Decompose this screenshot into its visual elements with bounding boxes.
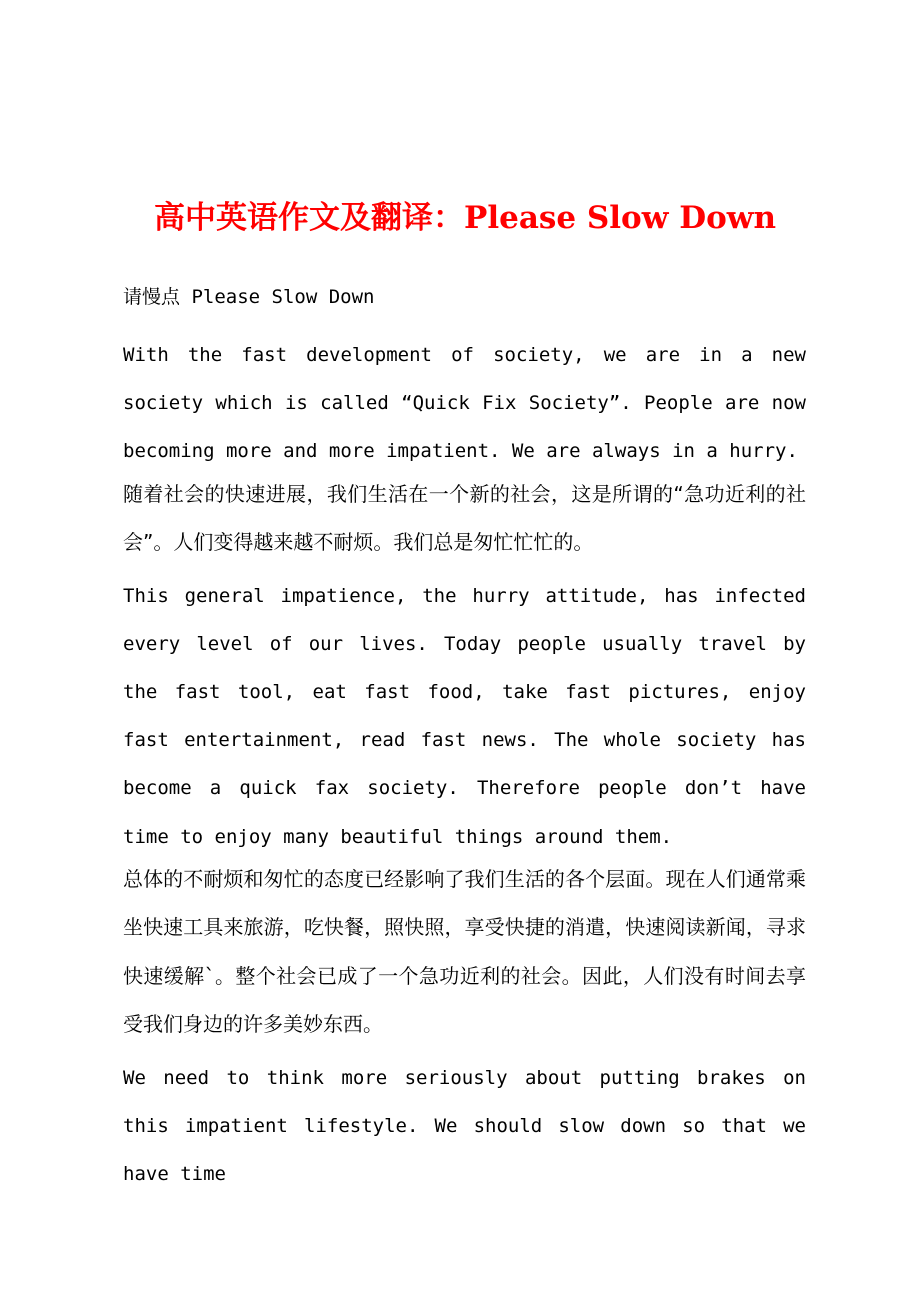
paragraph-english-1: With the fast development of society, we are in a new society which is called “Quick Fix Society”. People are now becoming more and more impatient. We are always in a hurry. — [123, 344, 806, 463]
paragraph-english-3: We need to think more seriously about putting brakes on this impatient lifestyle. We should slow down so that we have time — [123, 1066, 806, 1186]
paragraph-chinese-2: 总体的不耐烦和匆忙的态度已经影响了我们生活的各个层面。现在人们通常乘坐快速工具来旅游，吃快餐，照快照，享受快捷的消遣，快速阅读新闻，寻求快速缓解`。整个社会已成了一个急功近利的社会。因此，人们没有时间去享受我们身边的许多美妙东西。 — [123, 866, 806, 1037]
document-body — [123, 280, 806, 1198]
document-subtitle: 请慢点 Please Slow Down — [123, 286, 375, 308]
paragraph-chinese-1: 随着社会的快速进展，我们生活在一个新的社会，这是所谓的“急功近利的社会”。人们变得越来越不耐烦。我们总是匆忙忙忙的。 — [123, 481, 806, 555]
document-title: 高中英语作文及翻译：Please Slow Down — [154, 200, 776, 236]
paragraph-english-2: This general impatience, the hurry attitude, has infected every level of our lives. Today people usually travel by the fast tool, eat fast food, take fast pictures, enjoy fast entertainment, read fast news. The whole society has become a quick fax society. Therefore people don’t have time to enjoy many beautiful things around them. — [123, 584, 806, 848]
